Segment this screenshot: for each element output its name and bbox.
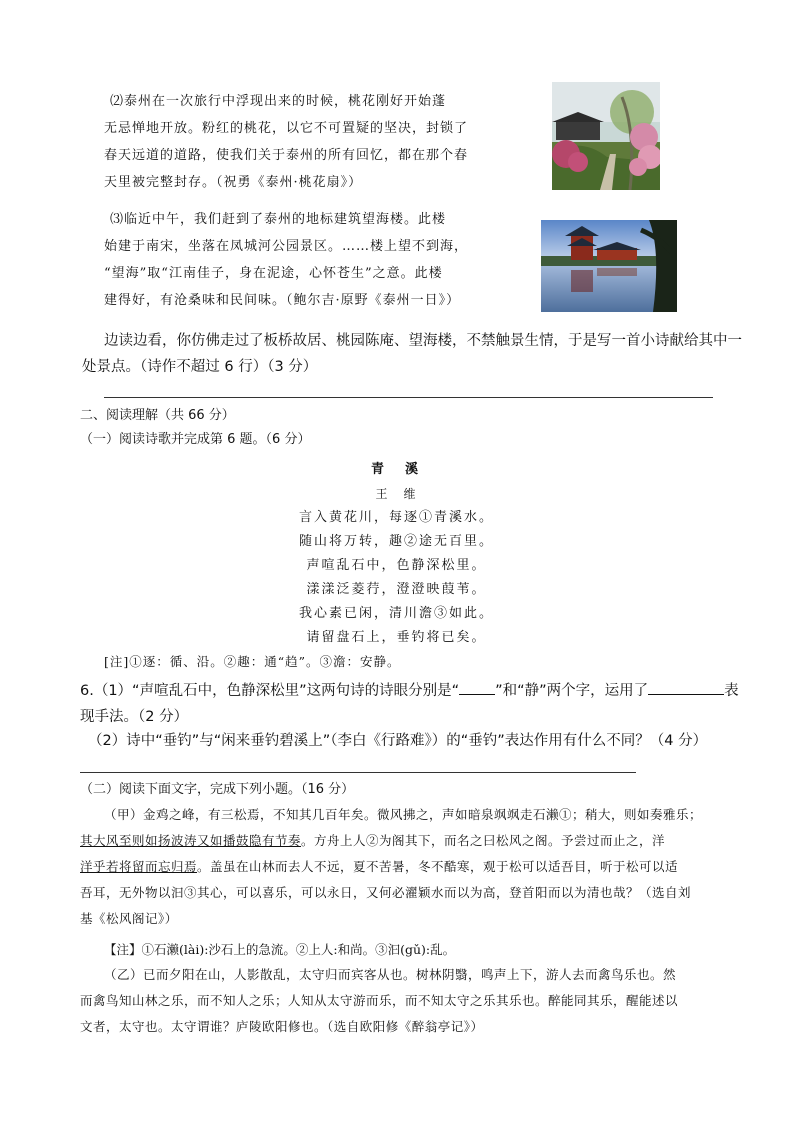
note-2: 【注】①石濑(lài):沙石上的急流。②上人:和尚。③汩(gǔ):乱。	[104, 942, 456, 957]
poem-line: 漾漾泛菱荇，澄澄映葭苇。	[306, 582, 487, 597]
peach-blossom-photo	[552, 82, 660, 190]
question-6-1	[80, 678, 739, 730]
question-6-2: （2）诗中“垂钓”与“闲来垂钓碧溪上”（李白《行路难》）的“垂钓”表达作用有什么不同？（4 分）	[88, 733, 708, 749]
jia-underlined: 其大风至则如扬波涛又如播鼓隐有节奏	[80, 833, 302, 848]
poem	[0, 458, 793, 650]
poem-line: 随山将万转，趣②途无百里。	[298, 534, 494, 549]
passage-2-line: 无忌惮地开放。粉红的桃花，以它不可置疑的坚决，封锁了	[104, 121, 469, 136]
subsection-2-title: （二）阅读下面文字，完成下列小题。（16 分）	[80, 782, 355, 797]
passage-3-line: ⑶临近中午，我们赶到了泰州的地标建筑望海楼。此楼	[110, 212, 447, 227]
yi-line: （乙）已而夕阳在山，人影散乱，太守归而宾客从也。树林阴翳，鸣声上下，游人去而禽鸟乐也。然	[104, 967, 677, 982]
passage-3-line: 始建于南宋，坐落在凤城河公园景区。……楼上望不到海，	[104, 239, 469, 254]
passage-2-line: 天里被完整封存。（祝勇《泰州·桃花扇》）	[104, 175, 363, 190]
passage-2-line: ⑵泰州在一次旅行中浮现出来的时候，桃花刚好开始蓬	[110, 94, 447, 109]
subsection-1-title: （一）阅读诗歌并完成第 6 题。（6 分）	[80, 432, 311, 447]
passage-2	[104, 88, 540, 196]
blank-1[interactable]	[459, 679, 495, 695]
answer-line	[80, 772, 636, 773]
blank-2[interactable]	[648, 679, 724, 695]
section-title: 二、阅读理解（共 66 分）	[80, 408, 235, 423]
q6-1-text: 现手法。（2 分）	[80, 709, 189, 725]
q5-task	[82, 328, 742, 380]
poem-line: 言入黄花川，每逐①青溪水。	[298, 510, 494, 525]
yi-line: 而禽鸟知山林之乐，而不知人之乐；人知从太守游而乐，而不知太守之乐其乐也。醉能同其乐，醒能述以	[80, 993, 679, 1008]
poem-line: 声喧乱石中，色静深松里。	[306, 558, 487, 573]
jia-line: 。盖虽在山林而去人不远，夏不苦暑，冬不酷寒，观于松可以适吾目，听于松可以适	[197, 859, 679, 874]
passage-3	[104, 206, 540, 314]
q6-1-text: 6.（1）“声喧乱石中，色静深松里”这两句诗的诗眼分别是“	[80, 683, 460, 699]
passage-3-line: “望海”取“江南佳子，身在泥途，心怀苍生”之意。此楼	[104, 266, 443, 281]
jia-line: （甲）金鸡之峰，有三松焉，不知其几百年矣。微风拂之，声如暗泉飒飒走石濑①；稍大，则如奏雅乐；	[104, 807, 703, 822]
jia-line: 吾耳，无外物以汩③其心，可以喜乐，可以永日，又何必濯颖水而以为高，登首阳而以为清也哉？（选自刘	[80, 885, 692, 900]
q5-task-line: 边读边看，你仿佛走过了板桥故居、桃园陈庵、望海楼，不禁触景生情，于是写一首小诗献给其中一	[104, 333, 742, 349]
yi-line: 文者，太守也。太守谓谁？庐陵欧阳修也。（选自欧阳修《醉翁亭记》）	[80, 1019, 484, 1034]
poem-title: 青 溪	[370, 462, 422, 477]
q6-1-text: 表	[724, 683, 739, 699]
answer-line	[104, 397, 713, 398]
passage-yi	[80, 962, 720, 1040]
poem-line: 我心素已闲，清川澹③如此。	[298, 606, 494, 621]
passage-2-line: 春天远道的道路，使我们关于泰州的所有回忆，都在那个春	[104, 148, 469, 163]
jia-line: 。方舟上人②为阁其下，而名之曰松风之阁。予尝过而止之，洋	[301, 833, 666, 848]
passage-jia	[80, 802, 720, 932]
q6-1-text: ”和“静”两个字，运用了	[495, 683, 649, 699]
poem-line: 请留盘石上，垂钓将已矣。	[306, 630, 487, 645]
jia-line: 基《松风阁记》）	[80, 911, 178, 926]
poem-note: [注]①逐：循、沿。②趣：通“趋”。③澹：安静。	[104, 654, 401, 669]
passage-3-line: 建得好，有沧桑味和民间味。（鲍尔吉·原野《泰州一日》）	[104, 293, 461, 308]
poem-author: 王 维	[375, 487, 418, 501]
jia-underlined: 洋乎若将留而忘归焉	[80, 859, 198, 874]
q5-task-line: 处景点。（诗作不超过 6 行）（3 分）	[82, 359, 318, 375]
wanghai-tower-photo	[541, 220, 677, 312]
